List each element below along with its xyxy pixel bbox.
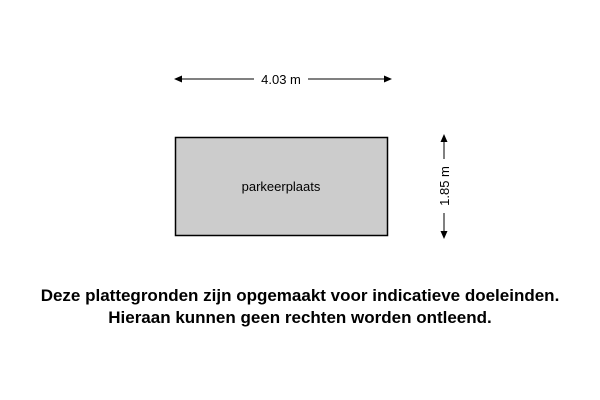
width-arrow-left-icon (174, 76, 182, 83)
height-arrow-top-icon (441, 134, 448, 142)
room-parkeerplaats (176, 138, 388, 236)
height-arrow-bottom-icon (441, 231, 448, 239)
room-label: parkeerplaats (241, 179, 321, 194)
height-label: 1.85 m (437, 166, 452, 206)
width-label: 4.03 m (261, 72, 301, 87)
width-arrow-right-icon (384, 76, 392, 83)
height-dimension (435, 134, 453, 239)
disclaimer-line-1: Deze plattegronden zijn opgemaakt voor indicatieve doeleinden. (40, 286, 560, 305)
disclaimer-line-2: Hieraan kunnen geen rechten worden ontleend. (108, 308, 492, 327)
width-dimension (174, 70, 392, 88)
